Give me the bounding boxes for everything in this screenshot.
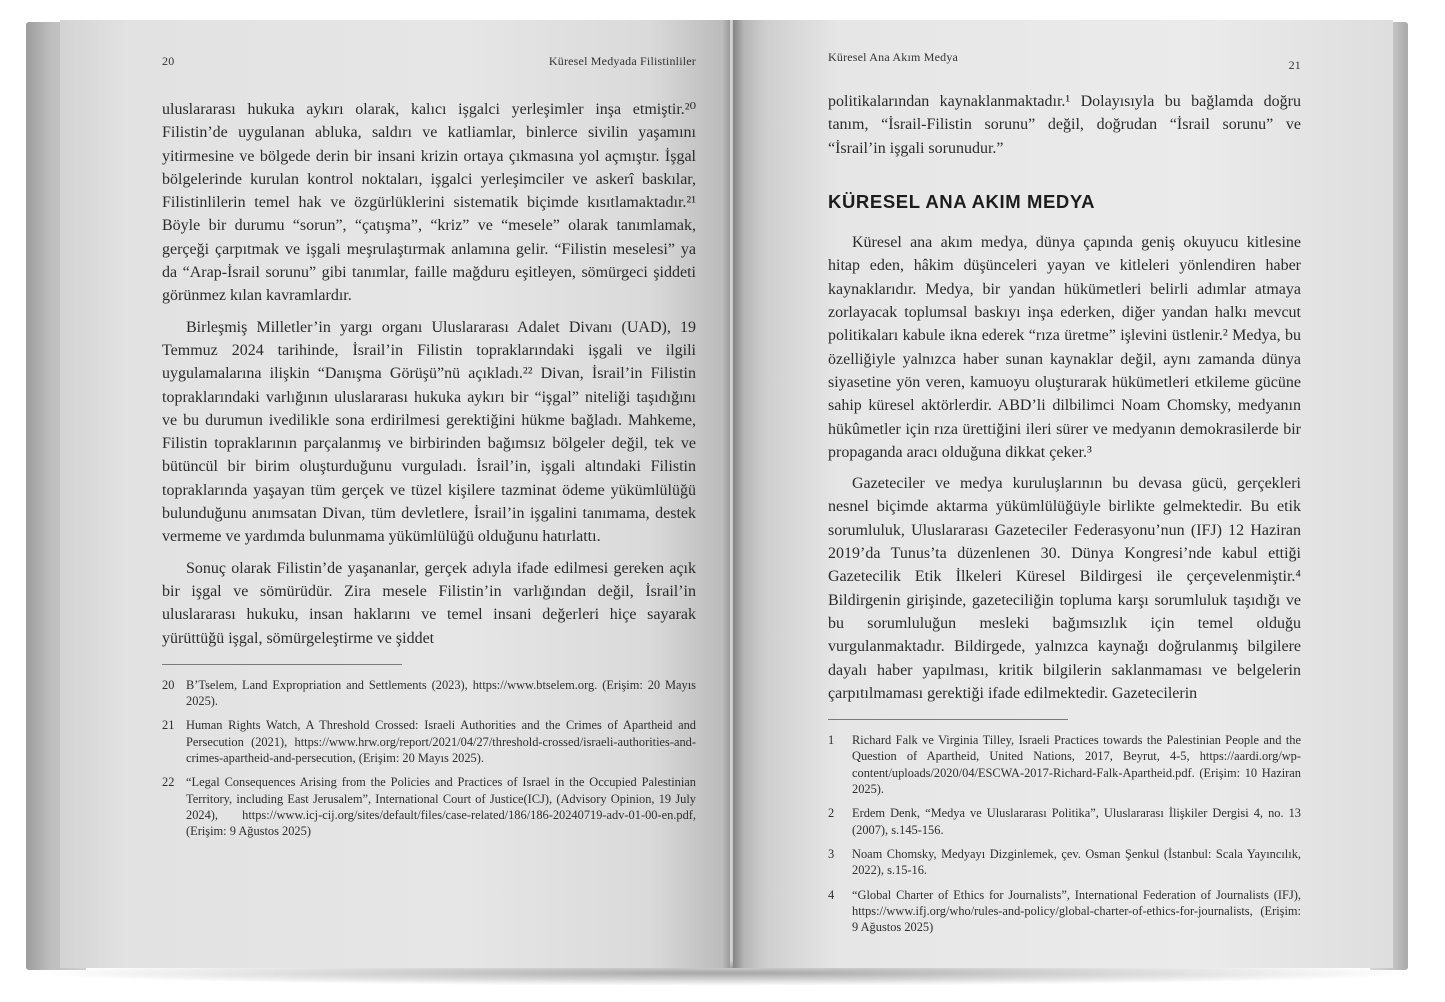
footnote-number: 20 — [162, 677, 175, 692]
footnote-number: 4 — [828, 887, 835, 902]
right-running-title: Küresel Ana Akım Medya — [828, 50, 959, 64]
footnote-text: “Legal Consequences Arising from the Policies and Practices of Israel in the Occupied Palestinian Territory, including East Jerusalem”, International Court of Justice(ICJ), (Advisory Opinion, 19 July 2024), https://www.icj-cij.org/sites/default/files/case-related/186/186-20240719-adv-01-00-en.pdf, (Erişim: 9 Ağustos 2025) — [186, 775, 696, 839]
left-page-number: 20 — [162, 54, 175, 68]
right-body-text — [828, 90, 1301, 705]
footnote-2 — [828, 805, 1301, 838]
left-paragraph-2: Birleşmiş Milletler’in yargı organı Uluslararası Adalet Divanı (UAD), 19 Temmuz 2024 tarihinde, İsrail’in Filistin topraklarındaki işgali ve ilgili uygulamalarına ilişkin “Danışma Görüşü”nü açıkladı.²² Divan, İsrail’in Filistin topraklarındaki varlığının uluslararası hukuka aykırı bir “işgal” niteliği taşıdığını ve bu durumun ivedilikle sona erdirilmesi gerektiğini hükme bağladı. Mahkeme, Filistin topraklarının parçalanmış ve birbirinden bağımsız bölgeler değil, tek ve bütüncül bir birim oluşturduğunu vurguladı. İsrail’in, işgali altındaki Filistin topraklarında yaşayan tüm gerçek ve tüzel kişilere tazminat ödeme yükümlülüğü bulunduğunu anımsatan Divan, tüm devletlere, İsrail’in işgalini tanımama, destek vermeme ve yardımda bulunmama yükümlülüğü olduğunu hatırlattı. — [162, 318, 696, 546]
right-footnotes — [828, 732, 1301, 935]
left-body-text — [162, 98, 696, 650]
right-paragraph-1: Küresel ana akım medya, dünya çapında geniş okuyucu kitlesine hitap eden, hâkim düşünceleri yayan ve kitleleri yönlendiren haber kaynaklarıdır. Medya, bir yandan hükümetleri belirli adımlar atmaya zorlayacak toplumsal baskıyı inşa ederken, diğer yandan halkı mevcut politikaları kabule ikna ederek “rıza üretme” işlevini üstlenir.² Medya, bu özelliğiyle yalnızca haber sunan kaynaklar değil, aynı zamanda dünya siyasetine yön veren, kamuoyu oluşturarak hükümetleri etkileme gücüne sahip küresel aktörlerdir. ABD’li dilbilimci Noam Chomsky, medyanın hükûmetler için rıza ürettiğini ileri sürer ve medyanın demokrasilerde bir propaganda aracı olduğuna dikkat çeker.³ — [828, 234, 1301, 461]
footnote-1 — [828, 732, 1301, 797]
footnote-4 — [828, 887, 1301, 936]
footnote-20 — [162, 677, 696, 710]
footnote-21 — [162, 717, 696, 766]
footnote-number: 21 — [162, 718, 175, 733]
left-footnote-rule — [162, 664, 402, 665]
left-paragraph-3: Sonuç olarak Filistin’de yaşananlar, gerçek adıyla ifade edilmesi gereken açık bir işgal ve sömürüdür. Zira mesele Filistin’in varlığından değil, İsrail’in uluslararası hukuku, insan haklarını ve temel insani değerleri hiçe sayarak yürüttüğü işgal, sömürgeleştirme ve şiddet — [162, 559, 696, 647]
right-footnote-rule — [828, 719, 1068, 720]
footnote-text: “Global Charter of Ethics for Journalists”, International Federation of Journalists (IFJ), https://www.ifj.org/who/rules-and-policy/global-charter-of-ethics-for-journalists, (Erişim: 9 Ağustos 2025) — [852, 887, 1301, 935]
footnote-22 — [162, 774, 696, 839]
footnote-text: Noam Chomsky, Medyayı Dizginlemek, çev. Osman Şenkul (İstanbul: Scala Yayıncılık, 2022), s.15-16. — [852, 846, 1301, 878]
left-running-title: Küresel Medyada Filistinliler — [548, 54, 696, 68]
footnote-number: 3 — [828, 846, 835, 861]
left-page — [60, 20, 730, 968]
right-paragraph-2: Gazeteciler ve medya kuruluşlarının bu devasa gücü, gerçekleri nesnel biçimde aktarma yükümlülüğüyle birlikte gelmektedir. Bu etik sorumluluk, Uluslararası Gazeteciler Federasyonu’nun (IFJ) 12 Haziran 2019’da Tunus’ta düzenlenen 30. Dünya Kongresi’nde kabul ettiği Gazetecilik Etik İlkeleri Küresel Bildirgesi ile çerçevelenmiştir.⁴ Bildirgenin girişinde, gazeteciliğin topluma karşı sorumluluk taşıdığı ve bu sorumluluğun mesleki bağımsızlık için temel olduğu vurgulanmaktadır. Bildirgede, yalnızca kaynağı doğrulanmış bilgilere dayalı haber yapılması, kritik bilgilerin saklanmaması ve belgelerin çarpıtılmaması gerektiği ifade edilmektedir. Gazetecilerin — [828, 475, 1301, 702]
right-running-head — [828, 50, 1301, 72]
footnote-number: 2 — [828, 806, 835, 821]
section-heading: KÜRESEL ANA AKIM MEDYA — [828, 190, 1096, 212]
footnote-text: Richard Falk ve Virginia Tilley, Israeli Practices towards the Palestinian People and the Question of Apartheid, United Nations, 2017, Beyrut, 4-5, https://aardi.org/wp-content/uploads/2020/04/ESCWA-2017-Richard-Falk-Apartheid.pdf. (Erişim: 10 Haziran 2025). — [852, 733, 1301, 797]
left-paragraph-1: uluslararası hukuka aykırı olarak, kalıcı işgalci yerleşimler inşa etmiştir.²⁰ Filistin’de uygulanan abluka, saldırı ve katliamlar, binlerce sivilin yaşamını yitirmesine ve bölgede derin bir insani krizin ortaya çıkmasına yol açmıştır. İşgal bölgelerinde kurulan kontrol noktaları, işgalci yerleşimciler ve askerî baskılar, Filistinlilerin temel hak ve özgürlüklerini sistematik biçimde kısıtlamaktadır.²¹ Böyle bir durumu “sorun”, “çatışma”, “kriz” ve “mesele” olarak tanımlamak, gerçeği çarpıtmak ve işgali meşrulaştırmak anlamına gelir. “Filistin meselesi” ya da “Arap-İsrail sorunu” gibi tanımlar, faille mağduru eşitleyen, sömürgeci şiddeti görünmez kılan kavramlardır. — [162, 101, 696, 305]
footnote-number: 22 — [162, 775, 175, 790]
footnote-number: 1 — [828, 733, 835, 748]
right-page — [733, 20, 1393, 968]
right-page-number: 21 — [1288, 58, 1301, 72]
right-intro-paragraph: politikalarından kaynaklanmaktadır.¹ Dolayısıyla bu bağlamda doğru tanım, “İsrail-Filistin sorunu” değil, doğrudan “İsrail sorunu” ve “İsrail’in işgali sorunudur.” — [828, 93, 1301, 157]
footnote-text: B’Tselem, Land Expropriation and Settlements (2023), https://www.btselem.org. (Erişim: 20 Mayıs 2025). — [186, 677, 696, 709]
left-footnotes — [162, 677, 696, 840]
book-gutter — [722, 20, 744, 968]
footnote-3 — [828, 846, 1301, 879]
footnote-text: Erdem Denk, “Medya ve Uluslararası Politika”, Uluslararası İlişkiler Dergisi 4, no. 13 (2007), s.145-156. — [852, 806, 1301, 837]
footnote-text: Human Rights Watch, A Threshold Crossed: Israeli Authorities and the Crimes of Apartheid and Persecution (2021), https://www.hrw.org/report/2021/04/27/threshold-crossed/israeli-authorities-and-crimes-apartheid-and-persecution, (Erişim: 20 Mayıs 2025). — [186, 718, 696, 766]
left-running-head — [162, 54, 696, 72]
